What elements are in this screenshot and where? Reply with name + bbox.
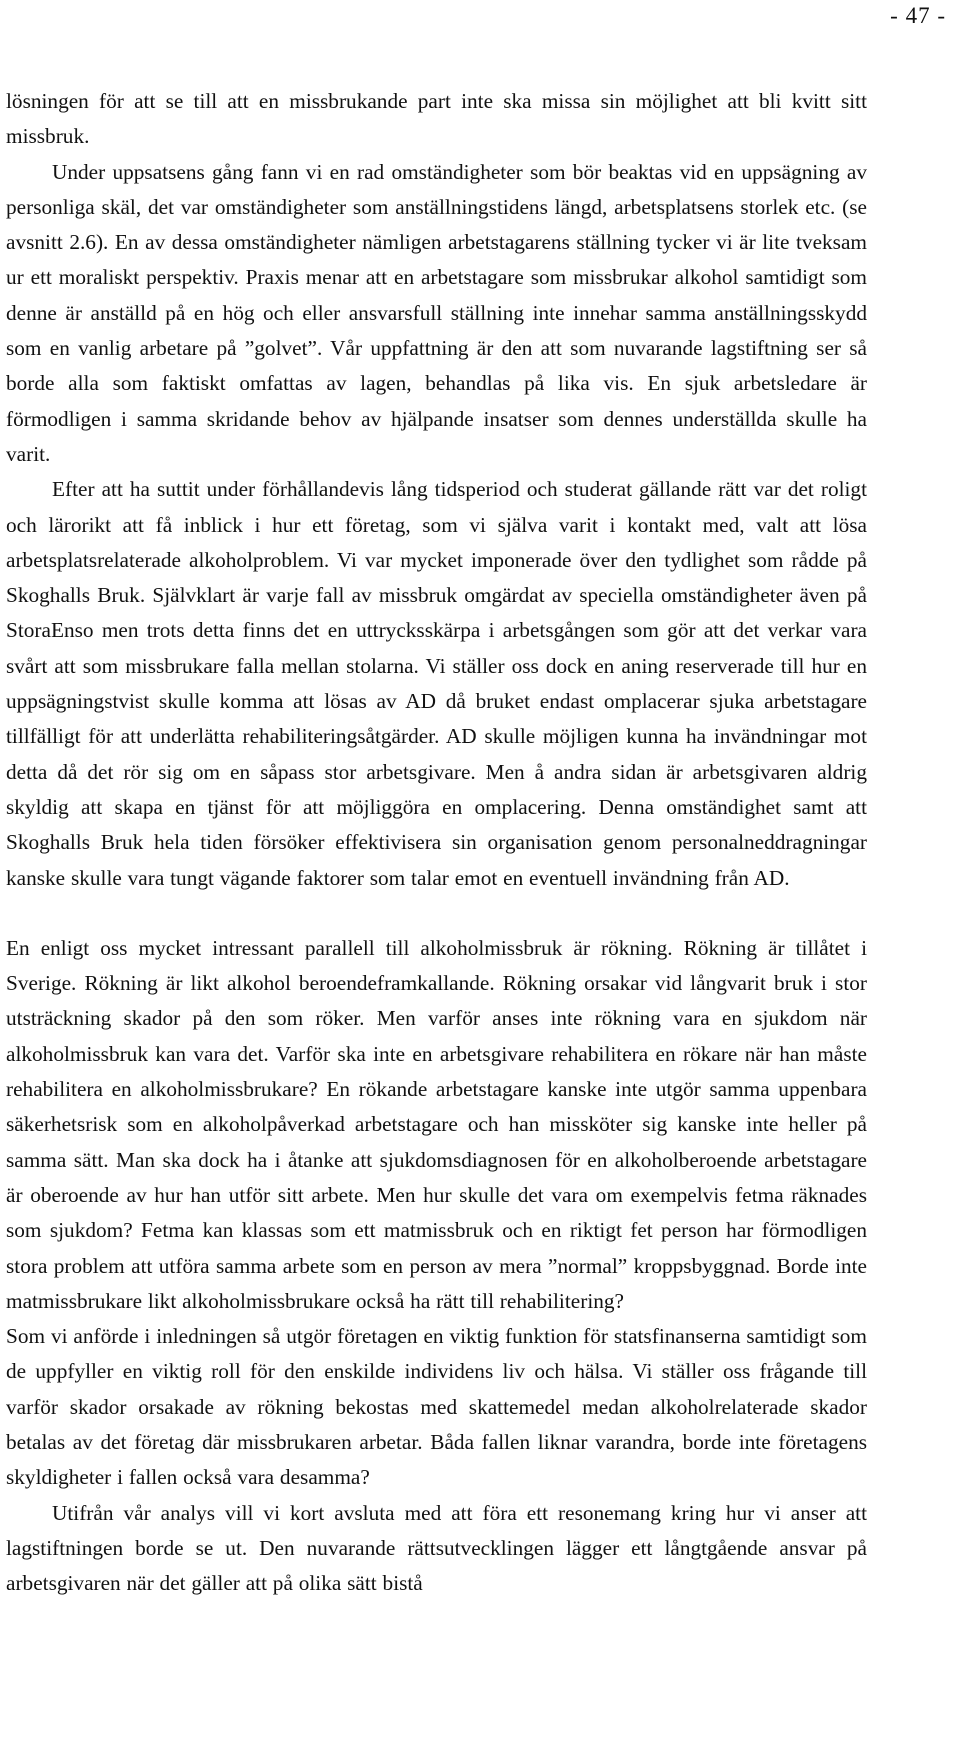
paragraph-company-case: Efter att ha suttit under förhållandevis lång tidsperiod och studerat gällande rätt var det roligt och lärorikt att få inblick i hur ett företag, som vi själva varit i kontakt med, valt att lösa arbetsplatsrelaterade alkoholproblem. Vi var mycket imponerade över den tydlighet som rådde på Skoghalls Bruk. Självklart är varje fall av missbruk omgärdat av speciella omständigheter även på StoraEnso men trots detta finns det en uttrycksskärpa i arbetsgången som gör att det verkar vara svårt att som missbrukare falla mellan stolarna. Vi ställer oss dock en aning reserverade till hur en uppsägningstvist skulle komma att lösas av AD då bruket endast omplacerar sjuka arbetstagare tillfälligt för att underlätta rehabiliteringsåtgärder. AD skulle möjligen kunna ha invändningar mot detta då det rör sig om en såpass stor arbetsgivare. Men å andra sidan är arbetsgivaren aldrig skyldig att skapa en tjänst för att möjliggöra en omplacering. Denna omständighet samt att Skoghalls Bruk hela tiden försöker effektivisera sin organisation genom personalneddragningar kanske skulle vara tungt vägande faktorer som talar emot en eventuell invändning från AD.: [6, 477, 867, 890]
paragraph-smoking-parallel: En enligt oss mycket intressant parallell till alkoholmissbruk är rökning. Rökning är tillåtet i Sverige. Rökning är likt alkohol beroendeframkallande. Rökning orsakar vid långvarit bruk i stor utsträckning skador på den som röker. Men varför anses inte rökning vara en sjukdom när alkoholmissbruk kan vara det. Varför ska inte en arbetsgivare rehabilitera en rökare när han måste rehabilitera en alkoholmissbrukare? En rökande arbetstagare kanske inte utgör samma uppenbara säkerhetsrisk som en alkoholpåverkad arbetstagare och han missköter sig kanske inte heller på samma sätt. Man ska dock ha i åtanke att sjukdomsdiagnosen för en alkoholberoende arbetstagare är oberoende av hur han utför sitt arbete. Men hur skulle det vara om exempelvis fetma räknades som sjukdom? Fetma kan klassas som ett matmissbruk och en riktigt fet person har förmodligen stora problem att utföra samma arbete som en person av mera ”normal” kroppsbyggnad. Borde inte matmissbrukare likt alkoholmissbrukare också ha rätt till rehabilitering?: [6, 935, 867, 1313]
paragraph-state-finances: Som vi anförde i inledningen så utgör företagen en viktig funktion för statsfinanserna samtidigt som de uppfyller en viktig roll för den enskilde individens liv och hälsa. Vi ställer oss frågande till varför skador orsakade av rökning bekostas med skattemedel medan alkoholrelaterade skador betalas av det företag där missbrukaren arbetar. Båda fallen liknar varandra, borde inte företagens skyldigheter i fallen också vara desamma?: [6, 1324, 867, 1490]
paragraph-closing-analysis: Utifrån vår analys vill vi kort avsluta med att föra ett resonemang kring hur vi anser att lagstiftningen borde se ut. Den nuvarande rättsutvecklingen lägger ett långtgående ansvar på arbetsgivaren när det gäller att på olika sätt bistå: [6, 1500, 867, 1596]
paragraph-conclusions: Under uppsatsens gång fann vi en rad omständigheter som bör beaktas vid en uppsägning av personliga skäl, det var omständigheter som anställningstidens längd, arbetsplatsens storlek etc. (se avsnitt 2.6). En av dessa omständigheter nämligen arbetstagarens ställning tycker vi är lite tveksam ur ett moraliskt perspektiv. Praxis menar att en arbetstagare som missbrukar alkohol samtidigt som denne är anställd på en hög och eller ansvarsfull ställning inte innehar samma anställningsskydd som en vanlig arbetare på ”golvet”. Vår uppfattning är den att som nuvarande lagstiftning ser så borde alla som faktiskt omfattas av lagen, behandlas på lika vis. En sjuk arbetsledare är förmodligen i samma skridande behov av hjälpande insatser som dennes underställda skulle ha varit.: [6, 159, 867, 466]
page-number: - 47 -: [890, 3, 946, 28]
document-body: [6, 84, 867, 1601]
paragraph-continuation: lösningen för att se till att en missbrukande part inte ska missa sin möjlighet att bli kvitt sitt missbruk.: [6, 89, 867, 149]
